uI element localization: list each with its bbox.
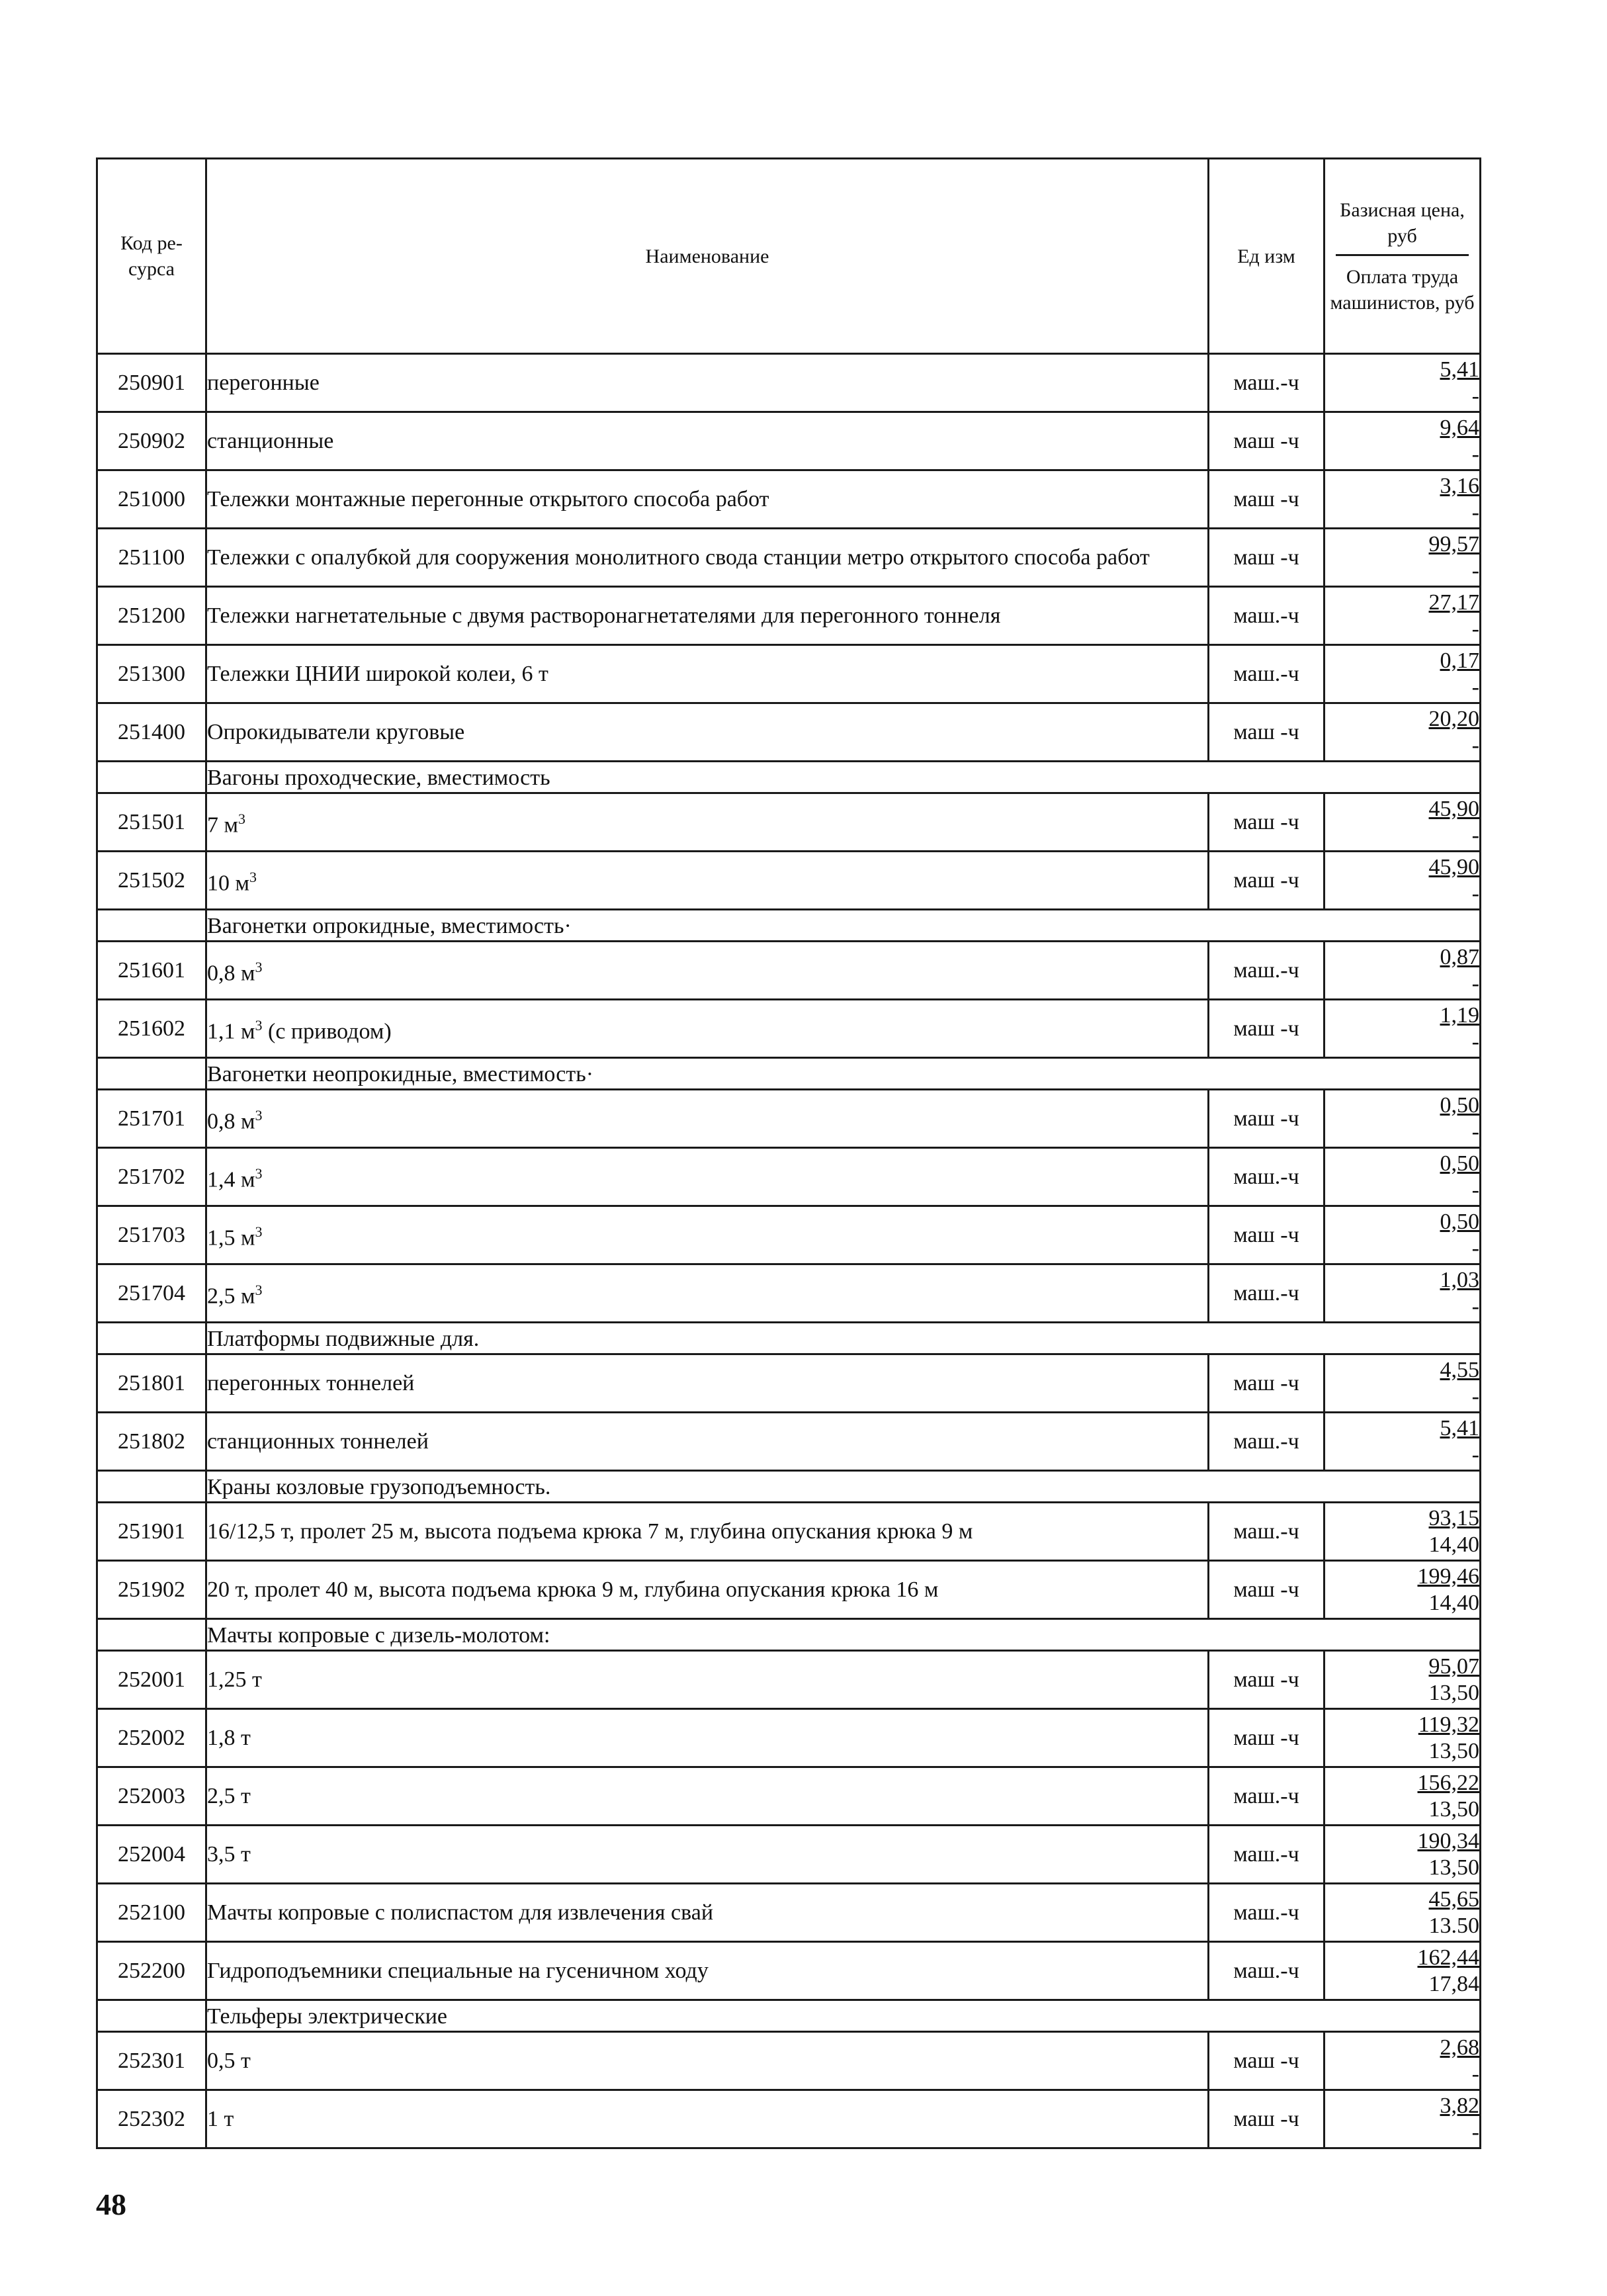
resource-name <box>206 1148 1209 1206</box>
resource-code: 251501 <box>97 793 206 852</box>
base-price: 27,17 <box>1428 590 1479 615</box>
superscript: 3 <box>255 1106 263 1124</box>
header-code: Код ре-сурса <box>97 159 206 354</box>
table-row <box>97 2032 1481 2090</box>
resource-code: 251901 <box>97 1503 206 1561</box>
price-cell <box>1325 1767 1481 1826</box>
resource-name-text: перегонных тоннелей <box>207 1370 415 1395</box>
operator-labor-cost: 13.50 <box>1428 1913 1479 1938</box>
table-row <box>97 1561 1481 1619</box>
operator-labor-cost: - <box>1471 1235 1479 1260</box>
resource-price-table <box>96 157 1481 2149</box>
operator-labor-cost: 14,40 <box>1428 1532 1479 1557</box>
base-price: 99,57 <box>1428 531 1479 556</box>
operator-labor-cost: 13,50 <box>1428 1855 1479 1880</box>
resource-name-text: 2,5 м <box>207 1284 255 1309</box>
base-price: 0,17 <box>1440 648 1479 673</box>
unit-of-measure: маш.-ч <box>1209 645 1325 703</box>
resource-code: 251702 <box>97 1148 206 1206</box>
resource-code: 252001 <box>97 1651 206 1709</box>
operator-labor-cost: - <box>1471 441 1479 466</box>
resource-code: 252002 <box>97 1709 206 1767</box>
price-cell <box>1325 793 1481 852</box>
superscript: 3 <box>255 1281 263 1298</box>
resource-code: 251704 <box>97 1264 206 1323</box>
resource-name-text: Гидроподъемники специальные на гусеничном ходу <box>207 1958 709 1983</box>
resource-name-text: Тележки нагнетательные с двумя растворонагнетателями для перегонного тоннеля <box>207 603 1001 628</box>
price-cell <box>1325 1561 1481 1619</box>
resource-name <box>206 1264 1209 1323</box>
price-cell <box>1325 2090 1481 2148</box>
resource-name <box>206 1884 1209 1942</box>
resource-code: 251400 <box>97 703 206 762</box>
group-name: Тельферы электрические <box>206 2000 1481 2032</box>
unit-of-measure: маш.-ч <box>1209 942 1325 1000</box>
unit-of-measure: маш.-ч <box>1209 587 1325 645</box>
group-header-row <box>97 1619 1481 1651</box>
group-name: Вагонетки опрокидные, вместимость· <box>206 910 1481 942</box>
resource-code: 252004 <box>97 1826 206 1884</box>
group-code-cell <box>97 910 206 942</box>
operator-labor-cost: - <box>1471 1294 1479 1319</box>
unit-of-measure: маш -ч <box>1209 1206 1325 1264</box>
resource-name <box>206 1942 1209 2000</box>
group-name: Мачты копровые с дизель-молотом: <box>206 1619 1481 1651</box>
base-price: 3,82 <box>1440 2093 1479 2118</box>
unit-of-measure: маш -ч <box>1209 852 1325 910</box>
resource-name-text: 16/12,5 т, пролет 25 м, высота подъема крюка 7 м, глубина опускания крюка 9 м <box>207 1519 973 1544</box>
price-cell <box>1325 1148 1481 1206</box>
price-cell <box>1325 1503 1481 1561</box>
unit-of-measure: маш -ч <box>1209 412 1325 470</box>
table-header-row <box>97 159 1481 354</box>
unit-of-measure: маш -ч <box>1209 529 1325 587</box>
base-price: 1,19 <box>1440 1002 1479 1028</box>
unit-of-measure: маш -ч <box>1209 1651 1325 1709</box>
resource-name <box>206 1709 1209 1767</box>
group-name: Платформы подвижные для. <box>206 1323 1481 1354</box>
header-price <box>1325 159 1481 354</box>
base-price: 190,34 <box>1417 1828 1479 1853</box>
group-code-cell <box>97 1471 206 1503</box>
table-body <box>97 354 1481 2148</box>
group-header-row <box>97 762 1481 793</box>
price-cell <box>1325 1000 1481 1058</box>
unit-of-measure: маш.-ч <box>1209 1264 1325 1323</box>
operator-labor-cost: - <box>1471 732 1479 758</box>
table-row <box>97 1354 1481 1413</box>
resource-name-text: 0,8 м <box>207 961 255 986</box>
resource-name <box>206 529 1209 587</box>
table-row <box>97 645 1481 703</box>
header-price-base: Базисная цена, руб <box>1336 197 1469 256</box>
price-cell <box>1325 1942 1481 2000</box>
price-cell <box>1325 529 1481 587</box>
unit-of-measure: маш -ч <box>1209 1354 1325 1413</box>
group-header-row <box>97 1058 1481 1090</box>
unit-of-measure: маш.-ч <box>1209 354 1325 412</box>
resource-code: 250901 <box>97 354 206 412</box>
operator-labor-cost: - <box>1471 971 1479 996</box>
table-row <box>97 1264 1481 1323</box>
resource-name <box>206 1651 1209 1709</box>
resource-name-text: 1 т <box>207 2106 234 2131</box>
unit-of-measure: маш.-ч <box>1209 1413 1325 1471</box>
table-row <box>97 1000 1481 1058</box>
group-code-cell <box>97 2000 206 2032</box>
group-header-row <box>97 1323 1481 1354</box>
resource-name <box>206 1090 1209 1148</box>
resource-name-text: 3,5 т <box>207 1841 251 1867</box>
resource-name <box>206 354 1209 412</box>
resource-name-text: 1,1 м <box>207 1019 255 1044</box>
group-code-cell <box>97 1058 206 1090</box>
price-cell <box>1325 587 1481 645</box>
unit-of-measure: маш.-ч <box>1209 1148 1325 1206</box>
resource-name-text: Тележки ЦНИИ широкой колеи, 6 т <box>207 661 548 686</box>
unit-of-measure: маш -ч <box>1209 1090 1325 1148</box>
resource-code: 250902 <box>97 412 206 470</box>
resource-code: 251701 <box>97 1090 206 1148</box>
resource-name <box>206 412 1209 470</box>
operator-labor-cost: - <box>1471 2119 1479 2144</box>
operator-labor-cost: - <box>1471 1177 1479 1202</box>
table-row <box>97 1884 1481 1942</box>
group-header-row <box>97 2000 1481 2032</box>
unit-of-measure: маш -ч <box>1209 470 1325 529</box>
table-row <box>97 1942 1481 2000</box>
resource-name-suffix: (с приводом) <box>262 1019 392 1044</box>
header-price-labor: Оплата труда машинистов, руб <box>1330 265 1475 314</box>
operator-labor-cost: - <box>1471 674 1479 699</box>
superscript: 3 <box>255 1223 263 1240</box>
table-row <box>97 1206 1481 1264</box>
base-price: 0,50 <box>1440 1209 1479 1234</box>
resource-name <box>206 2090 1209 2148</box>
resource-name-text: 1,25 т <box>207 1667 262 1692</box>
superscript: 3 <box>238 810 246 827</box>
resource-code: 251902 <box>97 1561 206 1619</box>
base-price: 199,46 <box>1417 1564 1479 1589</box>
unit-of-measure: маш.-ч <box>1209 1503 1325 1561</box>
operator-labor-cost: - <box>1471 1384 1479 1409</box>
base-price: 5,41 <box>1440 357 1479 382</box>
base-price: 9,64 <box>1440 415 1479 440</box>
resource-name <box>206 852 1209 910</box>
resource-code: 251100 <box>97 529 206 587</box>
resource-name-text: Мачты копровые с полиспастом для извлечения свай <box>207 1900 714 1925</box>
resource-name <box>206 1561 1209 1619</box>
base-price: 0,50 <box>1440 1151 1479 1176</box>
resource-name <box>206 1000 1209 1058</box>
base-price: 2,68 <box>1440 2035 1479 2060</box>
table-row <box>97 1090 1481 1148</box>
group-name: Вагонетки неопрокидные, вместимость· <box>206 1058 1481 1090</box>
base-price: 45,90 <box>1428 854 1479 879</box>
resource-code: 251602 <box>97 1000 206 1058</box>
operator-labor-cost: - <box>1471 2061 1479 2086</box>
resource-name-text: 0,8 м <box>207 1109 255 1134</box>
resource-name <box>206 1354 1209 1413</box>
operator-labor-cost: - <box>1471 500 1479 525</box>
price-cell <box>1325 1354 1481 1413</box>
table-row <box>97 1413 1481 1471</box>
group-header-row <box>97 910 1481 942</box>
resource-name <box>206 587 1209 645</box>
table-row <box>97 703 1481 762</box>
superscript: 3 <box>249 868 257 885</box>
page-number: 48 <box>96 2187 126 2221</box>
group-code-cell <box>97 1323 206 1354</box>
resource-code: 251601 <box>97 942 206 1000</box>
price-cell <box>1325 470 1481 529</box>
price-cell <box>1325 1264 1481 1323</box>
operator-labor-cost: 17,84 <box>1428 1971 1479 1996</box>
operator-labor-cost: - <box>1471 383 1479 408</box>
table-row <box>97 2090 1481 2148</box>
unit-of-measure: маш -ч <box>1209 1709 1325 1767</box>
resource-code: 251502 <box>97 852 206 910</box>
price-cell <box>1325 1651 1481 1709</box>
unit-of-measure: маш.-ч <box>1209 1767 1325 1826</box>
resource-name-text: станционные <box>207 428 334 453</box>
operator-labor-cost: - <box>1471 1119 1479 1144</box>
operator-labor-cost: - <box>1471 558 1479 583</box>
resource-code: 252003 <box>97 1767 206 1826</box>
price-cell <box>1325 703 1481 762</box>
base-price: 3,16 <box>1440 473 1479 498</box>
price-cell <box>1325 2032 1481 2090</box>
table-row <box>97 1709 1481 1767</box>
unit-of-measure: маш -ч <box>1209 793 1325 852</box>
resource-code: 252301 <box>97 2032 206 2090</box>
group-name: Вагоны проходческие, вместимость <box>206 762 1481 793</box>
operator-labor-cost: - <box>1471 1029 1479 1054</box>
resource-name-text: 1,5 м <box>207 1225 255 1251</box>
base-price: 4,55 <box>1440 1357 1479 1382</box>
table-row <box>97 1148 1481 1206</box>
resource-code: 252200 <box>97 1942 206 2000</box>
operator-labor-cost: - <box>1471 616 1479 641</box>
unit-of-measure: маш -ч <box>1209 2032 1325 2090</box>
table-row <box>97 529 1481 587</box>
table-row <box>97 587 1481 645</box>
resource-name-text: 0,5 т <box>207 2048 251 2073</box>
table-row <box>97 852 1481 910</box>
base-price: 162,44 <box>1417 1945 1479 1970</box>
unit-of-measure: маш -ч <box>1209 2090 1325 2148</box>
base-price: 5,41 <box>1440 1415 1479 1440</box>
price-cell <box>1325 1826 1481 1884</box>
superscript: 3 <box>255 1165 263 1182</box>
table-row <box>97 793 1481 852</box>
base-price: 20,20 <box>1428 706 1479 731</box>
resource-code: 252302 <box>97 2090 206 2148</box>
table-row <box>97 942 1481 1000</box>
resource-name <box>206 470 1209 529</box>
resource-code: 251300 <box>97 645 206 703</box>
resource-name-text: 10 м <box>207 871 250 896</box>
table-row <box>97 412 1481 470</box>
unit-of-measure: маш -ч <box>1209 1000 1325 1058</box>
unit-of-measure: маш -ч <box>1209 1561 1325 1619</box>
price-cell <box>1325 1709 1481 1767</box>
resource-code: 252100 <box>97 1884 206 1942</box>
base-price: 0,87 <box>1440 944 1479 969</box>
operator-labor-cost: - <box>1471 822 1479 848</box>
group-header-row <box>97 1471 1481 1503</box>
resource-name <box>206 1826 1209 1884</box>
resource-name <box>206 1503 1209 1561</box>
resource-name-text: 7 м <box>207 813 239 838</box>
operator-labor-cost: 14,40 <box>1428 1590 1479 1615</box>
resource-code: 251000 <box>97 470 206 529</box>
table-row <box>97 470 1481 529</box>
resource-name <box>206 793 1209 852</box>
table-row <box>97 354 1481 412</box>
resource-name-text: 20 т, пролет 40 м, высота подъема крюка 9 м, глубина опускания крюка 16 м <box>207 1577 939 1602</box>
base-price: 95,07 <box>1428 1654 1479 1679</box>
superscript: 3 <box>255 958 263 975</box>
price-cell <box>1325 942 1481 1000</box>
price-cell <box>1325 645 1481 703</box>
resource-name <box>206 1206 1209 1264</box>
header-name: Наименование <box>206 159 1209 354</box>
group-name: Краны козловые грузоподъемность. <box>206 1471 1481 1503</box>
resource-name <box>206 1767 1209 1826</box>
operator-labor-cost: 13,50 <box>1428 1796 1479 1822</box>
resource-name-text: станционных тоннелей <box>207 1429 429 1454</box>
price-cell <box>1325 852 1481 910</box>
table-row <box>97 1651 1481 1709</box>
group-code-cell <box>97 762 206 793</box>
base-price: 1,03 <box>1440 1267 1479 1292</box>
unit-of-measure: маш -ч <box>1209 703 1325 762</box>
base-price: 45,90 <box>1428 796 1479 821</box>
table-row <box>97 1826 1481 1884</box>
base-price: 156,22 <box>1417 1770 1479 1795</box>
resource-name-text: Тележки с опалубкой для сооружения монолитного свода станции метро открытого способа работ <box>207 545 1150 570</box>
table-row <box>97 1767 1481 1826</box>
operator-labor-cost: 13,50 <box>1428 1738 1479 1763</box>
operator-labor-cost: - <box>1471 1442 1479 1467</box>
header-unit: Ед изм <box>1209 159 1325 354</box>
resource-name-text: 1,8 т <box>207 1725 251 1750</box>
base-price: 45,65 <box>1428 1886 1479 1912</box>
base-price: 93,15 <box>1428 1505 1479 1530</box>
resource-code: 251801 <box>97 1354 206 1413</box>
unit-of-measure: маш.-ч <box>1209 1826 1325 1884</box>
resource-name-text: перегонные <box>207 370 320 395</box>
resource-name-text: 1,4 м <box>207 1167 255 1192</box>
unit-of-measure: маш.-ч <box>1209 1884 1325 1942</box>
table-row <box>97 1503 1481 1561</box>
resource-code: 251802 <box>97 1413 206 1471</box>
resource-name-text: Тележки монтажные перегонные открытого способа работ <box>207 486 769 511</box>
price-cell <box>1325 412 1481 470</box>
resource-name-text: Опрокидыватели круговые <box>207 719 465 744</box>
resource-name-text: 2,5 т <box>207 1783 251 1808</box>
resource-name <box>206 2032 1209 2090</box>
unit-of-measure: маш.-ч <box>1209 1942 1325 2000</box>
price-cell <box>1325 1413 1481 1471</box>
group-code-cell <box>97 1619 206 1651</box>
price-cell <box>1325 1884 1481 1942</box>
resource-name <box>206 1413 1209 1471</box>
resource-code: 251703 <box>97 1206 206 1264</box>
base-price: 0,50 <box>1440 1092 1479 1118</box>
operator-labor-cost: 13,50 <box>1428 1680 1479 1705</box>
resource-name <box>206 703 1209 762</box>
price-cell <box>1325 1206 1481 1264</box>
resource-code: 251200 <box>97 587 206 645</box>
price-cell <box>1325 354 1481 412</box>
operator-labor-cost: - <box>1471 881 1479 906</box>
resource-name <box>206 645 1209 703</box>
base-price: 119,32 <box>1418 1712 1479 1737</box>
superscript: 3 <box>255 1016 263 1034</box>
resource-name <box>206 942 1209 1000</box>
price-cell <box>1325 1090 1481 1148</box>
